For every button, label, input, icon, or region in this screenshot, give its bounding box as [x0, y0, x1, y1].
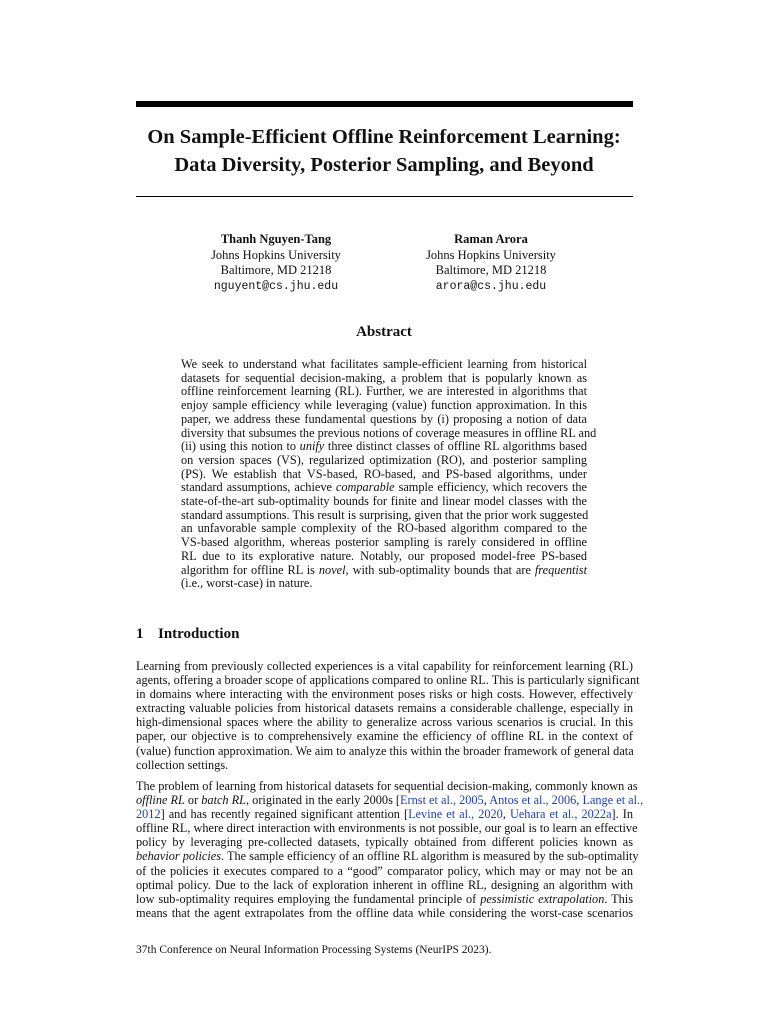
author-block-2: [381, 232, 601, 294]
title-top-rule: [136, 101, 633, 107]
abstract-text: (ii) using this notion to: [181, 439, 297, 454]
paragraph-text: ]. In: [611, 807, 633, 822]
abstract-line: on version spaces (VS), regularized optimization (RO), and posterior sampling: [181, 452, 587, 467]
term-emphasis: batch RL: [201, 793, 247, 808]
section-heading: [136, 626, 239, 643]
abstract-text: three distinct classes of offline RL algorithms based: [327, 439, 588, 454]
citation-link[interactable]: Lange et al.,: [582, 793, 644, 808]
author-affiliation: Johns Hopkins University: [211, 247, 341, 262]
author-affiliation: Johns Hopkins University: [426, 247, 556, 262]
paragraph-text: or: [184, 793, 202, 808]
abstract-line: We seek to understand what facilitates sample-efficient learning from historical: [181, 357, 587, 371]
citation-link[interactable]: 2012: [136, 807, 161, 822]
abstract-line: diversity that subsumes the previous notions of coverage measures in offline RL and: [181, 425, 597, 440]
abstract-line: [181, 440, 587, 454]
abstract-text: algorithm for offline RL is: [181, 562, 315, 577]
abstract-line: datasets for sequential decision-making, a problem that is popularly known as: [181, 370, 587, 385]
paper-title: [100, 123, 668, 179]
abstract-text: sample efficiency, which recovers the: [398, 480, 588, 495]
abstract-line: enjoy sample efficiency while leveraging (value) function approximation. In this: [181, 398, 587, 413]
abstract-emphasis: unify: [299, 439, 325, 454]
abstract-line: standard assumptions. This result is surprising, given that the prior work suggested: [181, 507, 589, 522]
citation-link[interactable]: Antos et al., 2006: [489, 793, 577, 808]
author-block-1: [166, 232, 386, 294]
intro-paragraph-2: [136, 779, 644, 920]
paragraph-text: ] and has recently regained significant attention [: [160, 807, 409, 822]
conference-footer: 37th Conference on Neural Information Processing Systems (NeurIPS 2023).: [136, 944, 492, 956]
paragraph-line: high-dimensional spaces where the ability to generalize across various scenarios is crucial. In this: [136, 715, 633, 730]
term-emphasis: pessimistic extrapolation: [480, 891, 605, 906]
term-emphasis: offline RL: [136, 793, 185, 808]
paragraph-line: The problem of learning from historical datasets for sequential decision-making, commonly known as: [136, 779, 638, 793]
abstract-line: offline reinforcement learning (RL). Further, we are interested in algorithms that: [181, 384, 587, 399]
citation-link[interactable]: Uehara et al., 2022a: [509, 807, 612, 822]
title-line-1: On Sample-Efficient Offline Reinforcement Learning:: [147, 126, 621, 148]
paragraph-text: , originated in the early 2000s [: [246, 793, 401, 808]
paragraph-line: collection settings.: [136, 757, 229, 772]
citation-link[interactable]: Ernst et al., 2005: [400, 793, 484, 808]
paragraph-line: paper, our objective is to comprehensively examine the efficiency of offline RL in the context of: [136, 729, 633, 744]
paragraph-text: ,: [576, 793, 583, 808]
abstract-text: , with sub-optimality bounds that are: [345, 562, 531, 577]
title-bottom-rule: [136, 196, 633, 197]
section-title: Introduction: [158, 626, 240, 642]
paragraph-line: in domains where interacting with the environment poses risks or high costs. However, effectively: [136, 687, 633, 702]
paragraph-text: . The sample efficiency of an offline RL algorithm is measured by the sub-optimality: [221, 849, 639, 864]
author-address: Baltimore, MD 21218: [220, 263, 332, 277]
paragraph-text: . This: [604, 891, 633, 906]
author-name: Raman Arora: [454, 232, 528, 246]
abstract-line: RL due to its explorative nature. Notably, our proposed model-free PS-based: [181, 548, 587, 563]
paragraph-line: Learning from previously collected experiences is a vital capability for reinforcement learning (RL): [136, 659, 633, 673]
abstract-line: (PS). We establish that VS-based, RO-based, and PS-based algorithms, under: [181, 466, 587, 481]
paragraph-line: offline RL, where direct interaction with environments is not possible, our goal is to learn an effective: [136, 821, 638, 836]
abstract-emphasis: frequentist: [534, 562, 588, 577]
paragraph-text: low sub-optimality requires employing the fundamental principle of: [136, 891, 481, 906]
citation-link[interactable]: Levine et al., 2020: [408, 807, 503, 822]
author-address: Baltimore, MD 21218: [435, 263, 547, 277]
abstract-body: [181, 357, 597, 591]
paragraph-text: ,: [483, 793, 490, 808]
paragraph-line: policy by leveraging pre-collected datasets, typically obtained from different policies known as: [136, 835, 633, 850]
paragraph-line: of the policies it executes compared to a “good” comparator policy, which may or may not be an: [136, 863, 633, 878]
abstract-line: (i.e., worst-case) in nature.: [181, 576, 313, 591]
paragraph-line: [136, 892, 633, 906]
abstract-text: standard assumptions, achieve: [181, 480, 332, 495]
paragraph-line: [136, 793, 644, 808]
abstract-heading: Abstract: [356, 324, 412, 340]
abstract-line: [181, 481, 587, 495]
paragraph-line: [136, 807, 633, 821]
paragraph-line: extracting valuable policies from historical datasets remains a considerable challenge, especially in: [136, 701, 633, 716]
author-name: Thanh Nguyen-Tang: [220, 232, 332, 246]
paragraph-line: means that the agent extrapolates from the offline data while considering the worst-case scenarios: [136, 905, 633, 920]
abstract-emphasis: comparable: [335, 480, 395, 495]
abstract-line: VS-based algorithm, whereas posterior sampling is rarely considered in offline: [181, 535, 587, 550]
intro-paragraph-1: [136, 659, 640, 772]
author-email[interactable]: nguyent@cs.jhu.edu: [213, 279, 339, 293]
abstract-line: paper, we address these fundamental questions by (i) proposing a notion of data: [181, 411, 587, 426]
abstract-line: [181, 564, 587, 578]
section-number: 1: [136, 626, 144, 642]
abstract-line: an unfavorable sample complexity of the RO-based algorithm compared to the: [181, 521, 587, 536]
author-email[interactable]: arora@cs.jhu.edu: [435, 279, 547, 293]
paragraph-line: (value) function approximation. We aim to analyze this within the broader framework of general data: [136, 743, 634, 758]
term-emphasis: behavior policies: [136, 849, 222, 864]
paragraph-text: ,: [502, 807, 510, 822]
abstract-line: state-of-the-art sub-optimality bounds for finite and linear model classes with the: [181, 494, 587, 509]
paragraph-line: agents, offering a broader scope of applications compared to online RL. This is particularly significant: [136, 673, 640, 688]
paragraph-line: optimal policy. Due to the lack of exploration inherent in offline RL, designing an algorithm with: [136, 877, 633, 892]
title-line-2: Data Diversity, Posterior Sampling, and Beyond: [174, 154, 594, 176]
paragraph-line: [136, 849, 639, 864]
abstract-emphasis: novel: [318, 562, 346, 577]
